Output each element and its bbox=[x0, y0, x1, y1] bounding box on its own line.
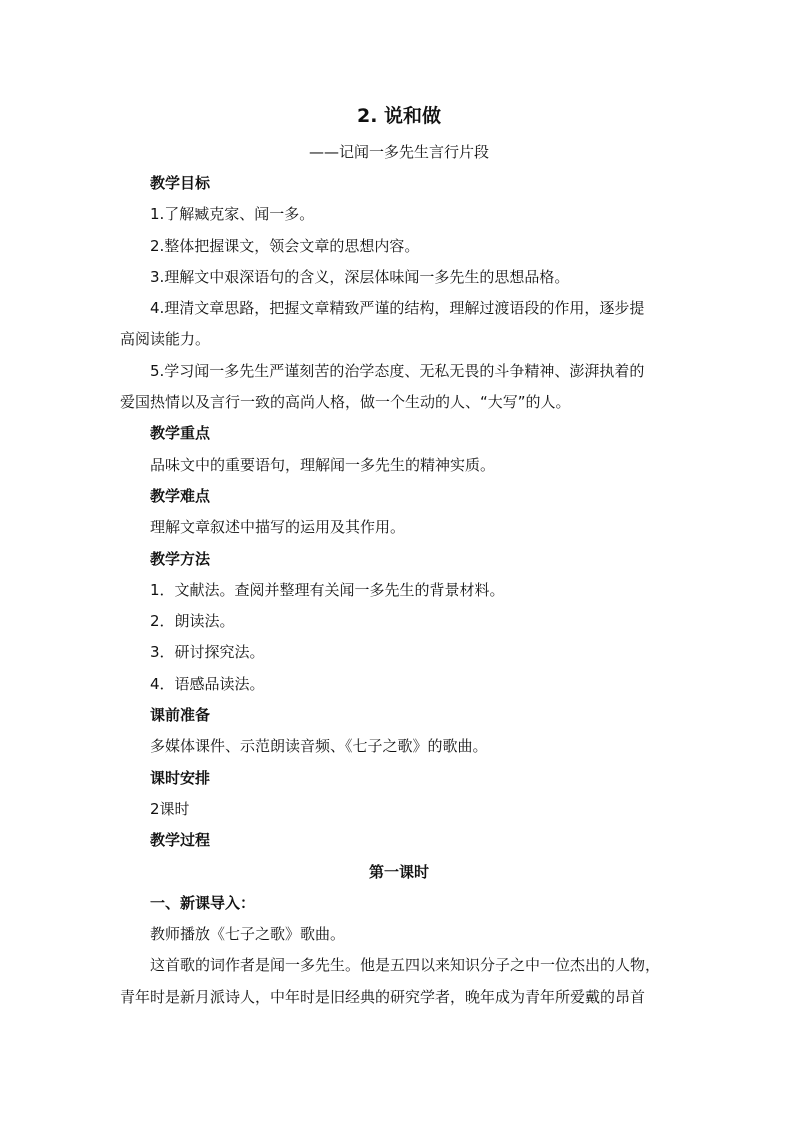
document-subtitle: ——记闻一多先生言行片段 bbox=[308, 143, 489, 161]
section-heading: 教学方法 bbox=[150, 549, 211, 568]
paragraph-line: 教师播放《七子之歌》歌曲。 bbox=[150, 925, 346, 944]
paragraph-line: 多媒体课件、示范朗读音频、《七子之歌》的歌曲。 bbox=[150, 737, 488, 756]
paragraph-line: 3.理解文中艰深语句的含义，深层体味闻一多先生的思想品格。 bbox=[150, 267, 570, 286]
section-heading: 一、新课导入： bbox=[150, 893, 256, 912]
paragraph-line: 4.理清文章思路，把握文章精致严谨的结构，理解过渡语段的作用，逐步提 bbox=[150, 299, 645, 318]
section-heading: 教学目标 bbox=[150, 174, 211, 192]
paragraph-continuation: 高阅读能力。 bbox=[120, 330, 211, 349]
paragraph-line: 5.学习闻一多先生严谨刻苦的治学态度、无私无畏的斗争精神、澎湃执着的 bbox=[150, 361, 645, 380]
section-heading: 课前准备 bbox=[150, 706, 211, 725]
document-body bbox=[120, 168, 678, 1013]
section-heading: 教学过程 bbox=[150, 831, 211, 850]
paragraph-line: 理解文章叙述中描写的运用及其作用。 bbox=[150, 518, 406, 537]
paragraph-line: 4．语感品读法。 bbox=[150, 674, 265, 693]
lesson-heading: 第一课时 bbox=[368, 862, 429, 881]
paragraph-line: 3．研讨探究法。 bbox=[150, 643, 265, 662]
paragraph-continuation: 青年时是新月派诗人，中年时是旧经典的研究学者，晚年成为青年所爱戴的昂首 bbox=[120, 987, 646, 1006]
section-heading: 课时安排 bbox=[150, 768, 211, 787]
paragraph-line: 品味文中的重要语句，理解闻一多先生的精神实质。 bbox=[150, 455, 496, 474]
paragraph-continuation: 爱国热情以及言行一致的高尚人格，做一个生动的人、“大写”的人。 bbox=[120, 393, 571, 412]
document-title: 2. 说和做 bbox=[356, 105, 442, 127]
paragraph-line: 2.整体把握课文，领会文章的思想内容。 bbox=[150, 236, 420, 255]
section-heading: 教学重点 bbox=[150, 424, 211, 443]
paragraph-line: 2课时 bbox=[150, 799, 190, 818]
paragraph-line: 这首歌的词作者是闻一多先生。他是五四以来知识分子之中一位杰出的人物， bbox=[150, 956, 661, 975]
paragraph-line: 2．朗读法。 bbox=[150, 612, 235, 631]
paragraph-line: 1.了解臧克家、闻一多。 bbox=[150, 205, 315, 224]
paragraph-line: 1．文献法。查阅并整理有关闻一多先生的背景材料。 bbox=[150, 580, 505, 599]
section-heading: 教学难点 bbox=[150, 486, 211, 505]
